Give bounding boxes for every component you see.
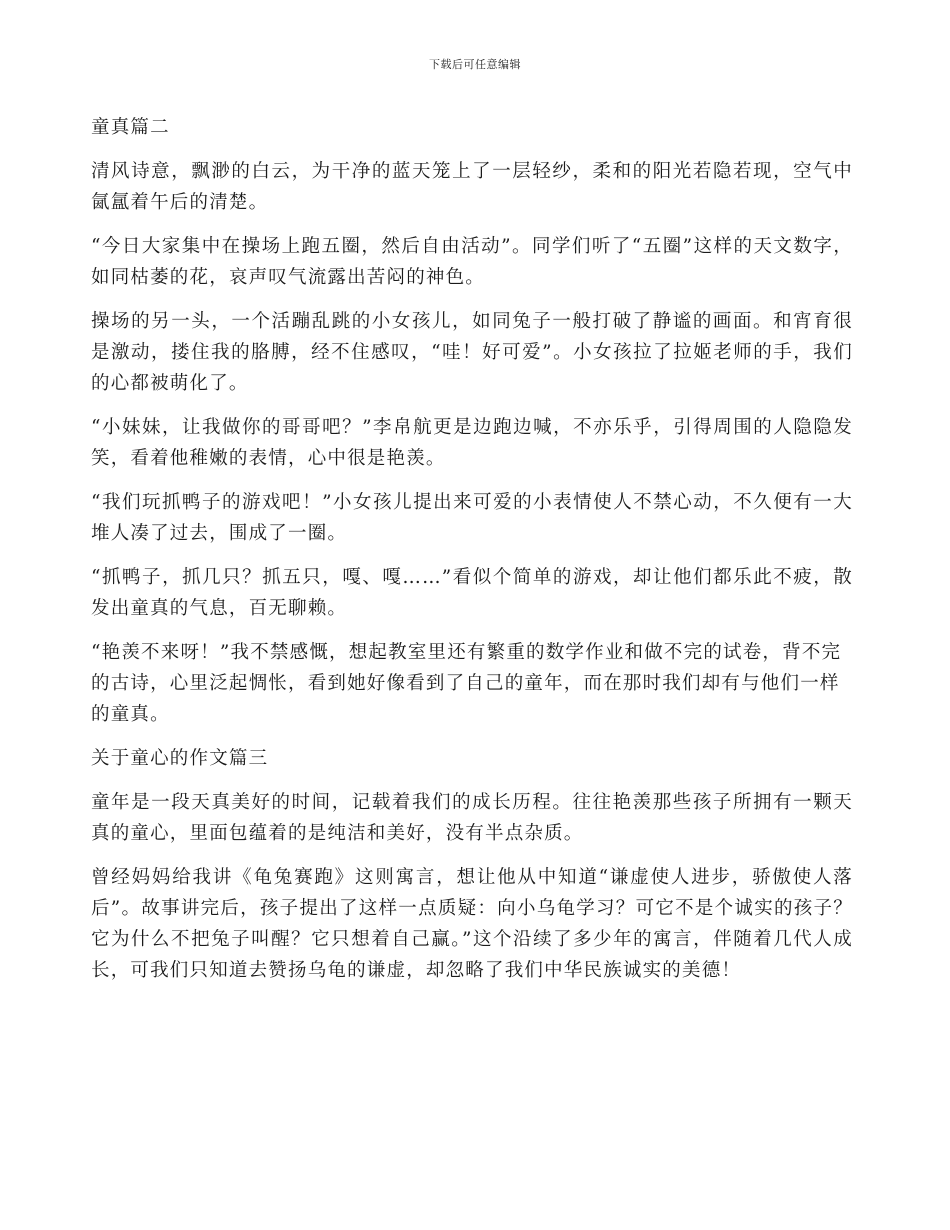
paragraph: “今日大家集中在操场上跑五圈，然后自由活动”。同学们听了“五圈”这样的天文数字，如同枯萎的花，哀声叹气流露出苦闷的神色。 — [91, 236, 853, 288]
paragraph: “艳羡不来呀！”我不禁感慨，想起教室里还有繁重的数学作业和做不完的试卷，背不完的古诗，心里泛起惆怅，看到她好像看到了自己的童年，而在那时我们却有与他们一样的童真。 — [91, 642, 842, 725]
paragraph: 清风诗意，飘渺的白云，为干净的蓝天笼上了一层轻纱，柔和的阳光若隐若现，空气中氤氲着午后的清楚。 — [91, 161, 853, 213]
document-body — [91, 112, 853, 999]
paragraph: “小妹妹，让我做你的哥哥吧？”李帛航更是边跑边喊，不亦乐乎，引得周围的人隐隐发笑，看着他稚嫩的表情，心中很是艳羡。 — [91, 417, 853, 469]
paragraph: 曾经妈妈给我讲《龟兔赛跑》这则寓言，想让他从中知道“谦虚使人进步，骄傲使人落后”。故事讲完后，孩子提出了这样一点质疑：向小乌龟学习？可它不是个诚实的孩子？它为什么不把兔子叫醒？它只想着自己赢。”这个沿续了多少年的寓言，伴随着几代人成长，可我们只知道去赞扬乌龟的谦虚，却忽略了我们中华民族诚实的美德！ — [91, 867, 853, 981]
paragraph: “我们玩抓鸭子的游戏吧！”小女孩儿提出来可爱的小表情使人不禁心动，不久便有一大堆人凑了过去，围成了一圈。 — [91, 492, 853, 544]
section-heading: 关于童心的作文篇三 — [91, 748, 269, 769]
section-heading: 童真篇二 — [91, 117, 170, 138]
page-header: 下载后可任意编辑 — [429, 58, 521, 71]
paragraph: “抓鸭子，抓几只？抓五只，嘎、嘎……”看似个简单的游戏，却让他们都乐此不疲，散发出童真的气息，百无聊赖。 — [91, 567, 853, 619]
paragraph: 童年是一段天真美好的时间，记载着我们的成长历程。往往艳羡那些孩子所拥有一颗天真的童心，里面包蕴着的是纯洁和美好，没有半点杂质。 — [91, 792, 853, 844]
paragraph: 操场的另一头，一个活蹦乱跳的小女孩儿，如同兔子一般打破了静谧的画面。和宵育很是激动，搂住我的胳膊，经不住感叹，“哇！好可爱”。小女孩拉了拉姬老师的手，我们的心都被萌化了。 — [91, 311, 853, 394]
